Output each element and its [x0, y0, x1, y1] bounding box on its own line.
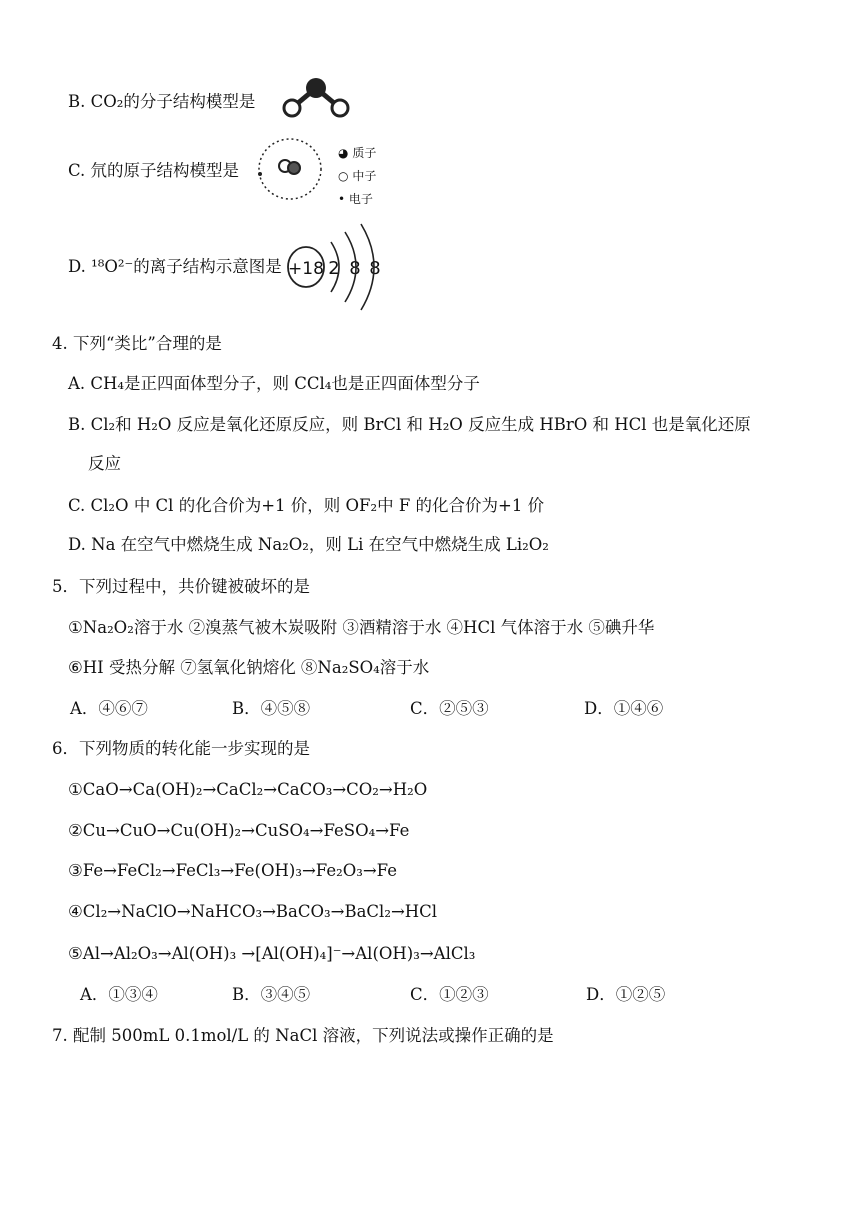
ion-structure-diagram	[287, 218, 387, 318]
q6-route-2: ②Cu→CuO→Cu(OH)₂→CuSO₄→FeSO₄→Fe	[68, 821, 410, 840]
q5-stem: 5．下列过程中，共价键被破坏的是	[52, 577, 310, 596]
q4-option-b: B. Cl₂和 H₂O 反应是氧化还原反应，则 BrCl 和 H₂O 反应生成 HBrO 和 HCl 也是氧化还原	[68, 415, 751, 434]
q5-option-c: C．②⑤③	[410, 699, 489, 718]
nucleus-charge: +18	[288, 259, 324, 279]
q6-option-c: C．①②③	[410, 985, 489, 1004]
co2-molecule-model	[278, 76, 358, 120]
q6-route-1: ①CaO→Ca(OH)₂→CaCl₂→CaCO₃→CO₂→H₂O	[68, 780, 428, 799]
q5-items-row-1: ①Na₂O₂溶于水 ②溴蒸气被木炭吸附 ③酒精溶于水 ④HCl 气体溶于水 ⑤碘升华	[68, 618, 655, 637]
deuterium-atom-model	[254, 134, 329, 204]
q6-route-4: ④Cl₂→NaClO→NaHCO₃→BaCO₃→BaCl₂→HCl	[68, 902, 438, 921]
q6-option-a: A．①③④	[80, 985, 158, 1004]
q6-route-3: ③Fe→FeCl₂→FeCl₃→Fe(OH)₃→Fe₂O₃→Fe	[68, 861, 397, 880]
shell-3-count: 8	[369, 258, 381, 279]
q4-stem: 4. 下列“类比”合理的是	[52, 334, 222, 353]
q3-option-b: B. CO₂的分子结构模型是	[68, 92, 256, 111]
q5-option-d: D．①④⑥	[584, 699, 664, 718]
particle-legend: ◕ 质子 ○ 中子 • 电子	[338, 146, 377, 206]
q4-option-c: C. Cl₂O 中 Cl 的化合价为+1 价，则 OF₂中 F 的化合价为+1 价	[68, 496, 545, 515]
q6-option-b: B．③④⑤	[232, 985, 311, 1004]
q6-option-d: D．①②⑤	[586, 985, 666, 1004]
neutron-icon: ○	[338, 169, 349, 183]
q7-stem: 7. 配制 500mL 0.1mol/L 的 NaCl 溶液，下列说法或操作正确的是	[52, 1026, 554, 1045]
q6-route-5: ⑤Al→Al₂O₃→Al(OH)₃ →[Al(OH)₄]⁻→Al(OH)₃→AlCl₃	[68, 944, 476, 963]
q4-option-b-continued: 反应	[88, 454, 121, 473]
q5-option-a: A．④⑥⑦	[70, 699, 148, 718]
electron-icon: •	[338, 192, 346, 206]
q6-stem: 6．下列物质的转化能一步实现的是	[52, 739, 310, 758]
q4-option-d: D. Na 在空气中燃烧生成 Na₂O₂，则 Li 在空气中燃烧生成 Li₂O₂	[68, 535, 549, 554]
shell-1-count: 2	[328, 258, 340, 279]
q5-items-row-2: ⑥HI 受热分解 ⑦氢氧化钠熔化 ⑧Na₂SO₄溶于水	[68, 658, 430, 677]
shell-2-count: 8	[349, 258, 361, 279]
q3-option-c: C. 氘的原子结构模型是	[68, 161, 240, 180]
q5-option-b: B．④⑤⑧	[232, 699, 311, 718]
q3-option-d: D. ¹⁸O²⁻的离子结构示意图是	[68, 257, 282, 276]
q4-option-a: A. CH₄是正四面体型分子，则 CCl₄也是正四面体型分子	[68, 374, 480, 393]
proton-icon: ◕	[338, 146, 349, 160]
